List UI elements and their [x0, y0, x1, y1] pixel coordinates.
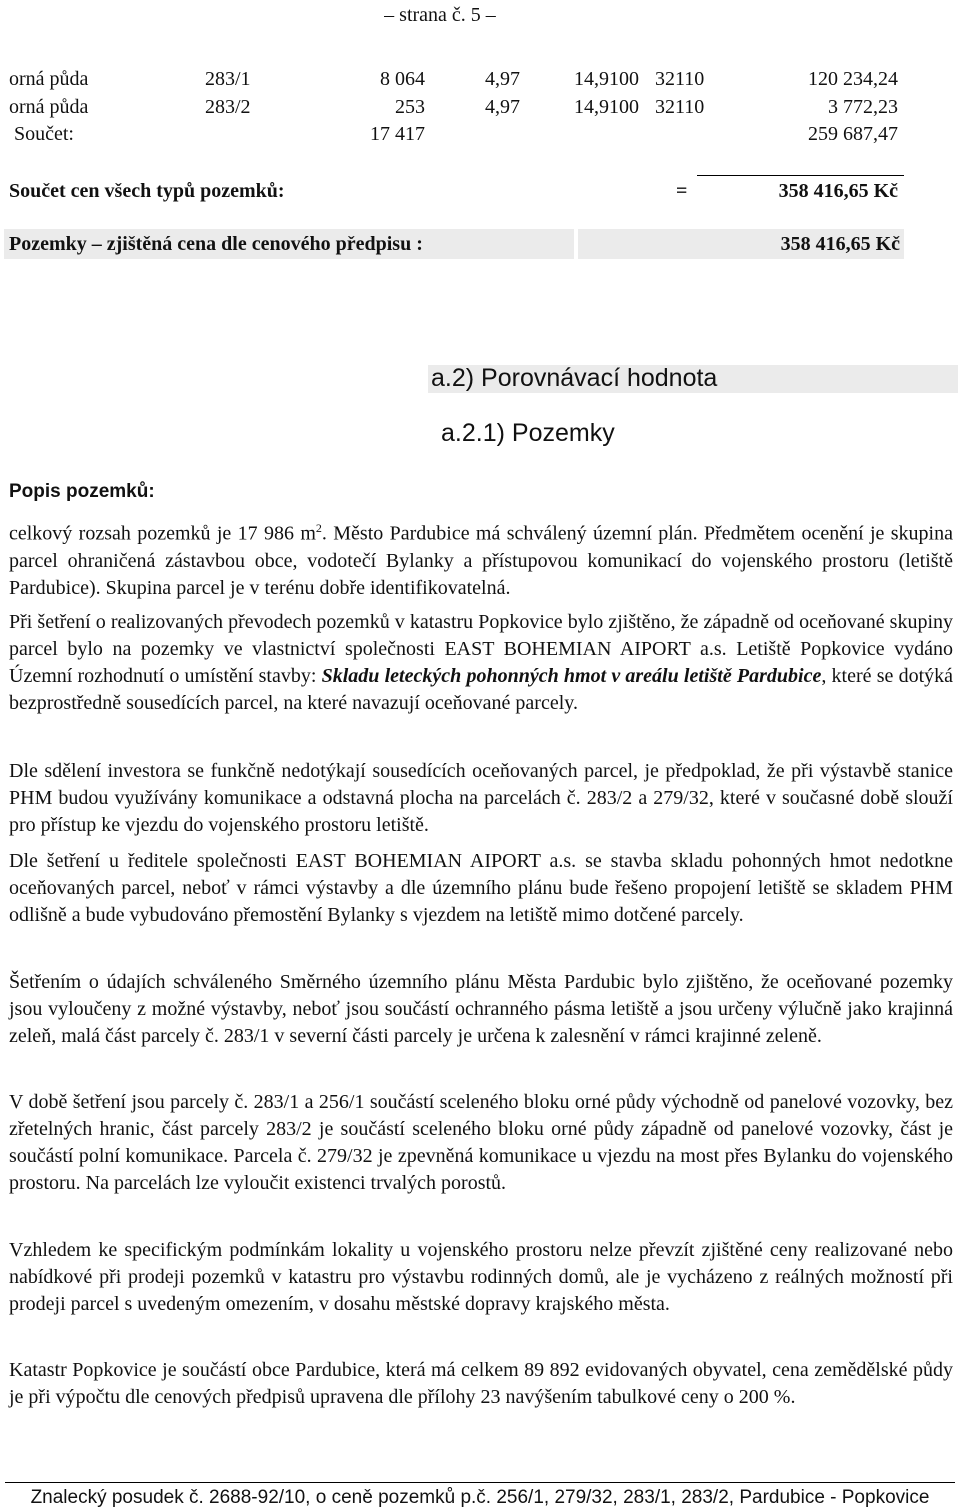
page-number: – strana č. 5 – — [384, 4, 496, 26]
paragraph-cadastre: Katastr Popkovice je součástí obce Pardubice, která má celkem 89 892 evidovaných obyvatel, cena zemědělské půdy je při výpočtu dle cenových předpisů upravena dle přílohy 23 navýšením tabulkové ceny o 200 %. — [9, 1359, 953, 1408]
all-types-value: 358 416,65 Kč — [778, 180, 898, 202]
row-total: 120 234,24 — [808, 68, 898, 90]
equals-sign: = — [676, 180, 688, 202]
paragraph-director: Dle šetření u ředitele společnosti EAST BOHEMIAN AIPORT a.s. se stavba skladu pohonných hmot nedotkne oceňovaných parcel, neboť v rámci výstavby a dle územního plánu bude řešeno propojení letiště se skladem PHM odlišně a bude vybudováno přemostění Bylanky s vjezdem na letiště mimo dotčené parcely. — [9, 850, 953, 926]
parcel-number: 283/1 — [205, 68, 251, 90]
sum-label: Součet: — [14, 123, 74, 145]
unit-price: 4,97 — [485, 68, 520, 90]
subsection-title: Pozemky — [511, 419, 615, 447]
emphasized-project-name: Skladu leteckých pohonných hmot v areálu letiště Pardubice — [321, 665, 822, 687]
land-type: orná půda — [9, 68, 89, 90]
area-value: 253 — [395, 96, 425, 118]
bpej-code: 32110 — [655, 96, 705, 118]
price-result-value: 358 416,65 Kč — [780, 233, 900, 255]
page-footer: Znalecký posudek č. 2688-92/10, o ceně pozemků p.č. 256/1, 279/32, 283/1, 283/2, Pardubice - Popkovice — [30, 1487, 930, 1508]
area-value: 8 064 — [380, 68, 425, 90]
band-separator — [574, 229, 578, 259]
paragraph-transfers: Při šetření o realizovaných převodech pozemků v katastru Popkovice bylo zjištěno, že západně od oceňované skupiny parcel bylo na pozemky ve vlastnictví společnosti EAST BOHEMIAN AIPORT a.s. Letiště Popkovice vydáno Územní rozhodnutí o umístění stavby: Skladu leteckých pohonných hmot v areálu letiště Pardubice, které se dotýká bezprostředně sousedících parcel, na které navazují oceňované parcely. — [9, 611, 954, 714]
section-title: Porovnávací hodnota — [481, 364, 718, 392]
sum-total: 259 687,47 — [808, 123, 898, 145]
paragraph-zoning: Šetřením o údajích schváleného Směrného územního plánu Města Pardubic bylo zjištěno, že oceňované pozemky jsou vyloučeny z možné výstavby, neboť jsou součástí ochranného pásma letiště a jsou určeny výlučně jako krajinná zeleň, malá část parcely č. 283/1 v severní části parcely je určena k zalesnění v rámci krajinné zeleně. — [9, 971, 953, 1047]
coefficient: 14,9100 — [574, 96, 639, 118]
paragraph-conditions: Vzhledem ke specifickým podmínkám lokality u vojenského prostoru nelze převzít zjištěné ceny realizované nebo nabídkové při prodeji pozemků v katastru pro výstavbu rodinných domů, ale je vycházeno z reálných možností při prodeji parcel s uvedeným omezením, v dosahu městské dopravy krajského města. — [9, 1239, 953, 1315]
unit-price: 4,97 — [485, 96, 520, 118]
subsection-number: a.2.1) — [441, 419, 505, 447]
land-description-label: Popis pozemků: — [9, 481, 155, 502]
coefficient: 14,9100 — [574, 68, 639, 90]
section-heading-a21 — [441, 419, 615, 448]
paragraph-investor: Dle sdělení investora se funkčně nedotýkají sousedících oceňovaných parcel, je předpoklad, že při výstavbě stanice PHM budou využívány komunikace a odstavná plocha na parcelách č. 283/2 a 279/32, které v současné době slouží pro přístup ke vjezdu do vojenského prostoru letiště. — [9, 760, 953, 836]
table-row — [0, 66, 960, 93]
intro-paragraph: celkový rozsah pozemků je 17 986 $m^2$. Město Pardubice má schválený územní plán. Předmětem ocenění je skupina parcel ohraničená zástavbou obce, vodotečí Bylanky a přístupovou komunikací do vojenského prostoru (letiště Pardubice). Skupina parcel je v terénu dobře identifikovatelná. — [9, 521, 953, 599]
price-result-label: Pozemky – zjištěná cena dle cenového předpisu : — [9, 233, 423, 255]
sum-divider — [697, 175, 904, 176]
row-total: 3 772,23 — [828, 96, 898, 118]
footer-divider — [5, 1482, 955, 1483]
paragraph-state: V době šetření jsou parcely č. 283/1 a 256/1 součástí sceleného bloku orné půdy východně od panelové vozovky, bez zřetelných hranic, část parcely 283/2 je součástí sceleného bloku orné půdy západně od panelové vozovky, část je součástí polní komunikace. Parcela č. 279/32 je zpevněná komunikace u vjezdu na most přes Bylanku do vojenského prostoru. Na parcelách lze vyloučit existenci trvalých porostů. — [9, 1091, 953, 1194]
table-row — [0, 94, 960, 121]
parcel-number: 283/2 — [205, 96, 251, 118]
all-types-sum-row — [0, 178, 960, 205]
sum-area: 17 417 — [370, 123, 425, 145]
section-number: a.2) — [431, 364, 475, 392]
all-types-label: Součet cen všech typů pozemků: — [9, 180, 285, 202]
section-heading-a2 — [431, 364, 717, 393]
price-result-band — [4, 229, 904, 259]
table-sum-row — [0, 121, 960, 148]
bpej-code: 32110 — [655, 68, 705, 90]
land-type: orná půda — [9, 96, 89, 118]
